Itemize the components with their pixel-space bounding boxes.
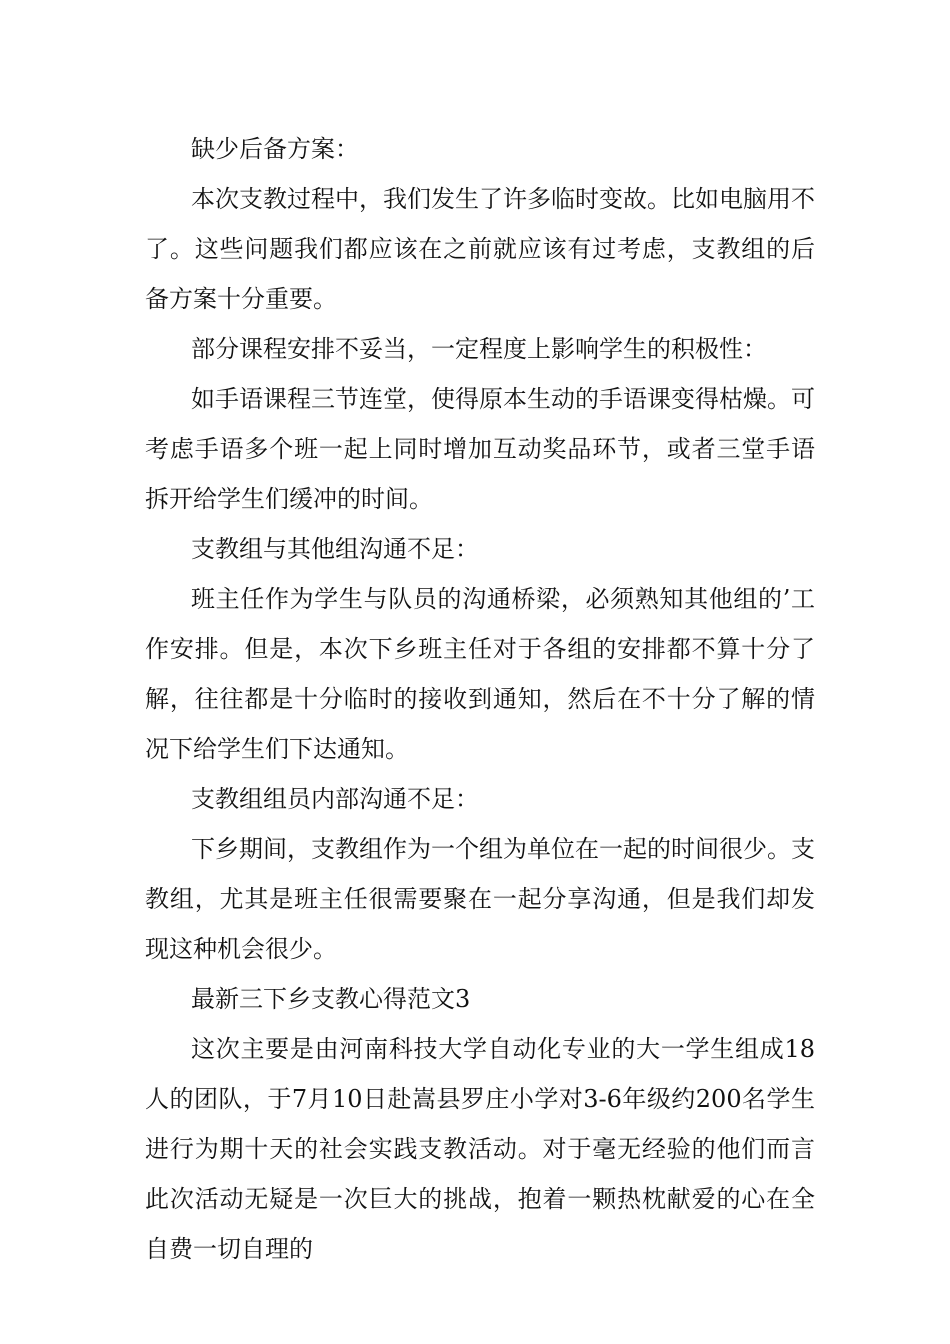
section-heading-inter-group-communication: 支教组与其他组沟通不足： — [191, 535, 479, 563]
paragraph-backup-plan: 本次支教过程中，我们发生了许多临时变故。比如电脑用不了。这些问题我们都应该在之前就应该有过考虑，支教组的后备方案十分重要。 — [145, 185, 815, 313]
document-body — [145, 124, 815, 1274]
section-heading-course-arrangement: 部分课程安排不妥当，一定程度上影响学生的积极性： — [191, 335, 767, 363]
paragraph-article-3-intro: 这次主要是由河南科技大学自动化专业的大一学生组成18人的团队，于7月10日赴嵩县罗庄小学对3-6年级约200名学生进行为期十天的社会实践支教活动。对于毫无经验的他们而言此次活动无疑是一次巨大的挑战，抱着一颗热枕献爱的心在全自费一切自理的 — [145, 1035, 815, 1263]
paragraph-internal-communication: 下乡期间，支教组作为一个组为单位在一起的时间很少。支教组，尤其是班主任很需要聚在一起分享沟通，但是我们却发现这种机会很少。 — [145, 835, 815, 963]
paragraph-inter-group-communication: 班主任作为学生与队员的沟通桥梁，必须熟知其他组的’工作安排。但是，本次下乡班主任对于各组的安排都不算十分了解，往往都是十分临时的接收到通知，然后在不十分了解的情况下给学生们下达通知。 — [145, 585, 815, 763]
paragraph-course-arrangement: 如手语课程三节连堂，使得原本生动的手语课变得枯燥。可考虑手语多个班一起上同时增加互动奖品环节，或者三堂手语拆开给学生们缓冲的时间。 — [145, 385, 815, 513]
section-heading-internal-communication: 支教组组员内部沟通不足： — [191, 785, 479, 813]
article-title-3: 最新三下乡支教心得范文3 — [191, 985, 471, 1013]
section-heading-backup-plan: 缺少后备方案： — [191, 135, 359, 163]
